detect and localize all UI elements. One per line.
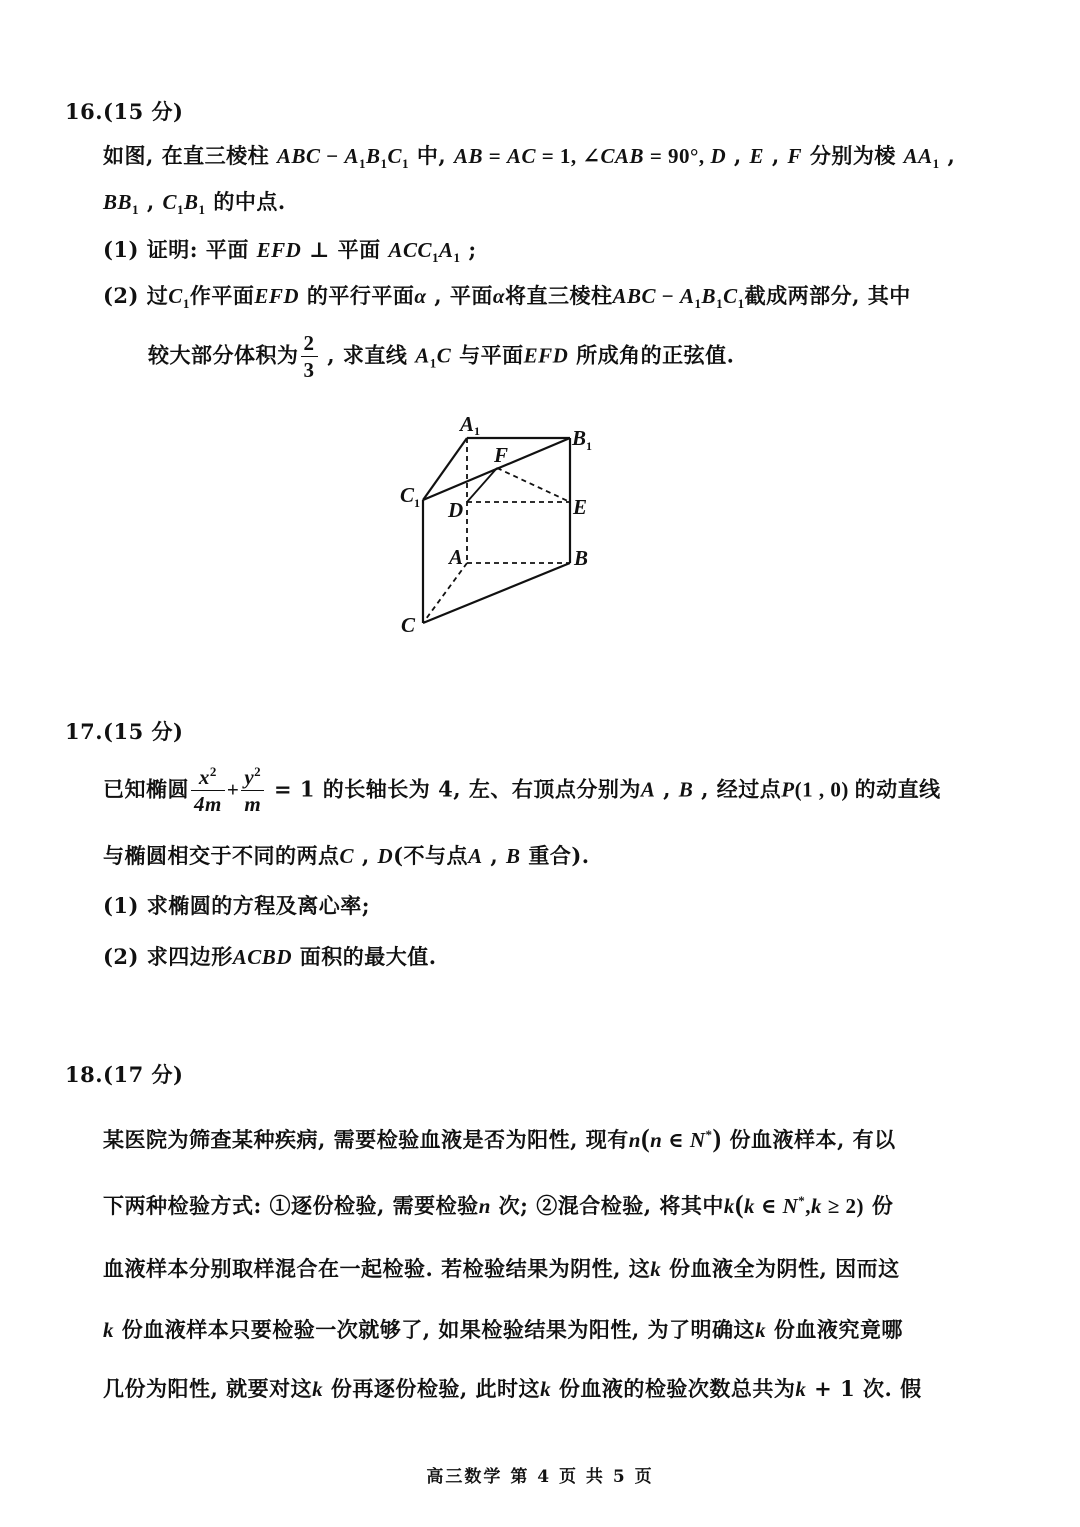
q16-part2-line2: 较大部分体积为 $\frac{2}{3}$ , 求直线 $A_1C$ 与平面EFD 所成角的正弦值.	[148, 331, 735, 383]
fraction-x2-over-4m: $\frac{x^2}{4m}$	[191, 764, 225, 818]
fraction-y2-over-m: $\frac{y^2}{m}$	[241, 764, 264, 818]
q17-header: 17.(15 分)	[65, 719, 184, 744]
label-d: D	[448, 498, 464, 522]
q18-line5: 几份为阳性, 就要对这k 份再逐份检验, 此时这k 份血液的检验次数总共为k + 1 次. 假	[103, 1376, 922, 1401]
label-a1: A1	[460, 412, 481, 438]
q17-part2: (2) 求四边形ACBD 面积的最大值.	[103, 944, 437, 969]
q18-line4: k 份血液样本只要检验一次就够了, 如果检验结果为阳性, 为了明确这k 份血液究竟哪	[103, 1317, 903, 1342]
q18-line1: 某医院为筛查某种疾病, 需要检验血液是否为阳性, 现有n(n ∈ N*) 份血液样本, 有以	[103, 1124, 896, 1153]
q16-part1: (1) 证明: 平面 EFD ⊥ 平面 $ACC_1A_1$ ;	[103, 237, 477, 266]
q17-part1: (1) 求椭圆的方程及离心率;	[103, 893, 371, 918]
fraction-two-thirds: $\frac{2}{3}$	[301, 330, 318, 384]
label-b1: $B_1$	[572, 426, 593, 453]
prism-figure	[390, 405, 620, 645]
q16-stem-line2: $BB_1$ , $C_1B_1$ 的中点.	[103, 189, 286, 218]
q17-stem-line1: 已知椭圆 $\frac{x^2}{4m}$ + $\frac{y^2}{m}$ = 1 的长轴长为 4, 左、右顶点分别为A , B , 经过点P(1 , 0) 的动直线	[103, 764, 941, 817]
q18-line2: 下两种检验方式: ①逐份检验, 需要检验n 次; ②混合检验, 将其中k(k ∈ N*,k ≥ 2) 份	[103, 1190, 894, 1219]
segment-f-e	[497, 468, 570, 502]
label-f: F	[494, 443, 509, 467]
q16-header: 16.(15 分)	[65, 99, 184, 124]
segment-d-f	[467, 468, 497, 502]
q18-header: 18.(17 分)	[65, 1062, 184, 1087]
label-a: A	[449, 545, 464, 569]
q16-stem-line1: 如图, 在直三棱柱 ABC − $A_1B_1C_1$ 中, AB = AC = 1, ∠CAB = 90°, D , E , F 分别为棱 $AA_1$ ,	[103, 143, 956, 172]
label-b: B	[574, 546, 589, 570]
label-c1: $C_1$	[400, 483, 421, 510]
page-footer: 高三数学 第 4 页 共 5 页	[426, 1467, 654, 1487]
label-c: C	[401, 613, 416, 637]
q16-part2-line1: (2) 过$C_1$作平面EFD 的平行平面α , 平面α将直三棱柱ABC − $A_1B_1C_1$截成两部分, 其中	[103, 283, 911, 312]
q17-stem-line2: 与椭圆相交于不同的两点C , D(不与点A , B 重合).	[103, 843, 590, 868]
q18-line3: 血液样本分别取样混合在一起检验. 若检验结果为阴性, 这k 份血液全为阴性, 因而这	[103, 1256, 900, 1281]
label-e: E	[573, 495, 588, 519]
